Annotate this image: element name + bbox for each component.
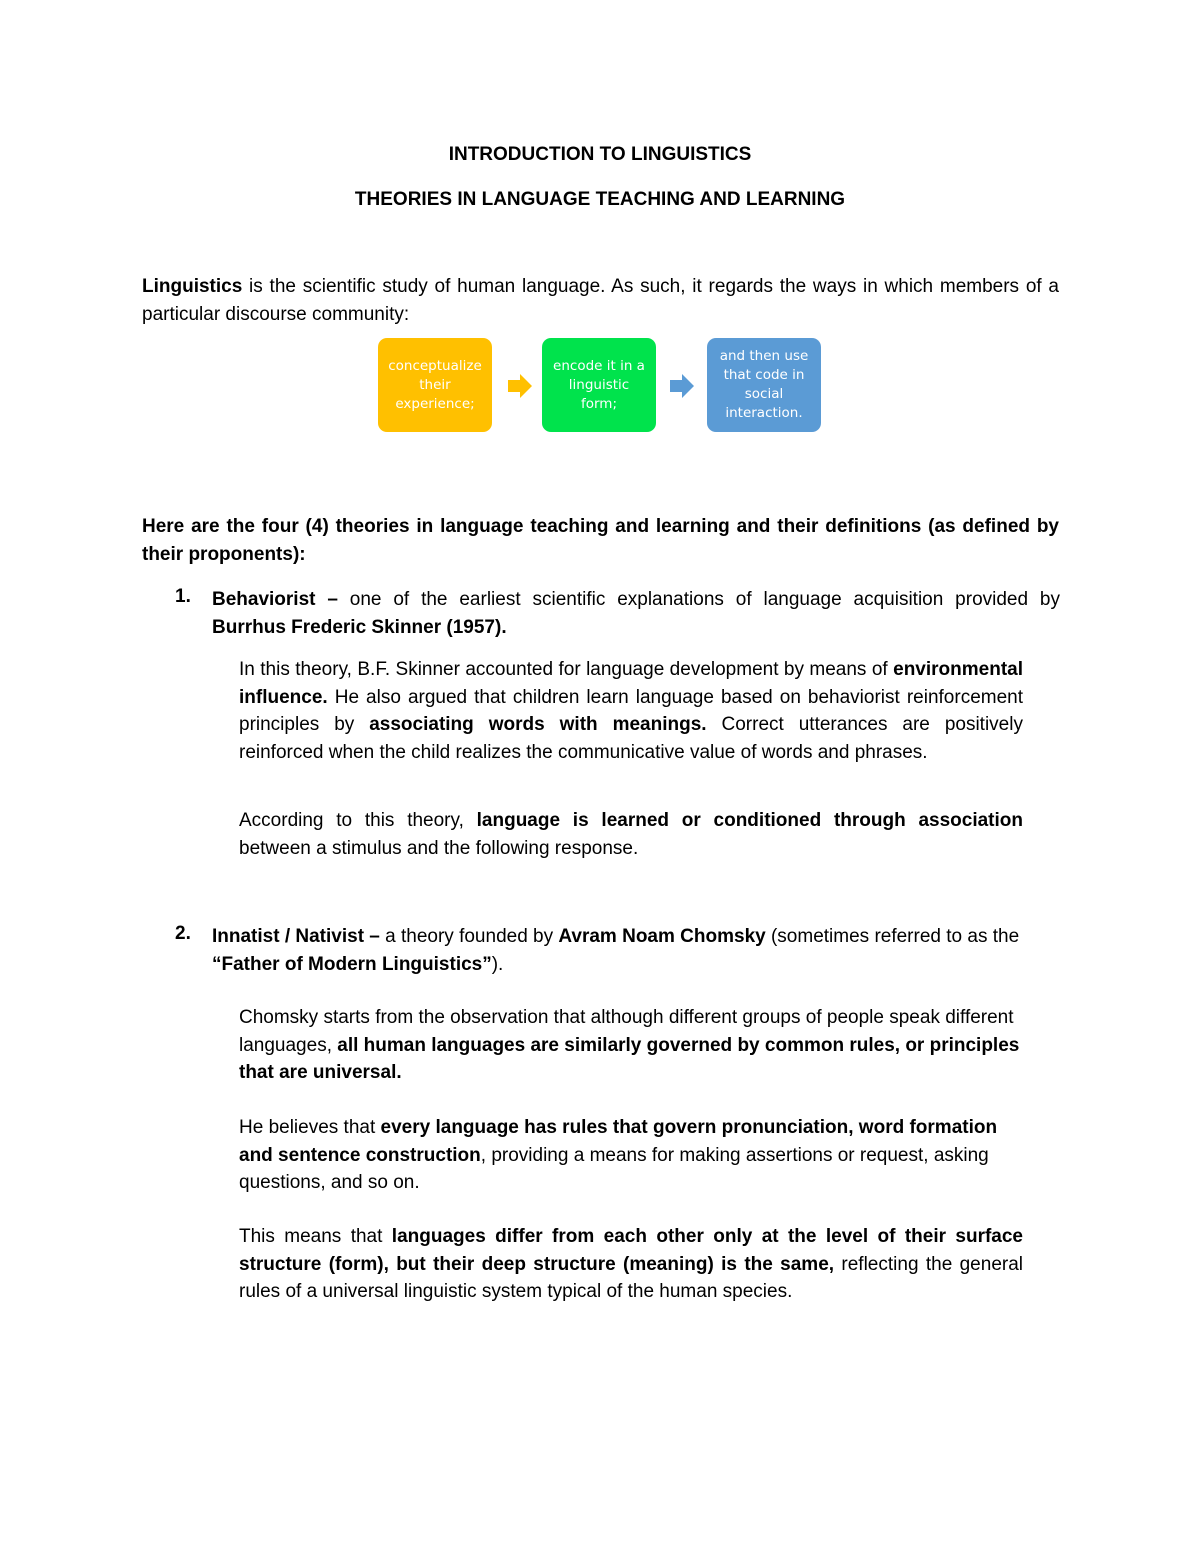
theory1-paragraph-1 [239,656,1023,766]
step-use-code-text: and then use that code in social interaction. [719,348,809,421]
step-use-code [707,338,821,432]
text-run: Correct utterances are positively reinforced when the child realizes the communicative value of words and phrases. [239,714,1023,763]
process-diagram [378,338,823,434]
arrow-right-icon [668,372,696,400]
theory2-paragraph-2 [239,1114,1029,1197]
intro-text: is the scientific study of human language. As such, it regards the ways in which members of a particular discourse community: [142,276,1059,325]
text-run: (sometimes referred to as the [765,926,1020,947]
theory2-number: 2. [175,923,191,944]
text-run: In this theory, B.F. Skinner accounted for language development by means of [239,659,894,680]
theory2-paragraph-3 [239,1223,1023,1306]
text-run: ). [491,953,504,975]
theory2-name: Innatist / Nativist – [212,926,380,947]
text-run: He also argued that children learn language based on behaviorist reinforcement principles by [239,686,1023,735]
document-subtitle: THEORIES IN LANGUAGE TEACHING AND LEARNING [354,189,846,210]
theory1-definition [212,586,1060,641]
theories-intro: Here are the four (4) theories in language teaching and learning and their definitions (as defined by their proponents): [142,516,1059,565]
document-title: INTRODUCTION TO LINGUISTICS [448,144,752,165]
text-run: reflecting the general rules of a universal linguistic system typical of the human species. [239,1253,1023,1302]
text-run: He believes that [239,1117,381,1138]
text-run: between a stimulus and the following response. [239,837,639,859]
theory2-proponent: Avram Noam Chomsky [558,926,766,947]
intro-term: Linguistics [142,276,243,297]
text-run: According to this theory, [239,810,477,831]
text-run-bold: associating words with meanings. [369,714,707,735]
theory1-paragraph-2 [239,807,1023,862]
arrow-right-icon [506,372,534,400]
step-conceptualize [378,338,492,432]
text-run-bold: all human languages are similarly governed by common rules, or principles that are universal. [239,1034,1020,1083]
theory1-desc: one of the earliest scientific explanations of language acquisition provided by [337,589,1060,610]
theory2-paragraph-1 [239,1004,1029,1087]
step-encode-text: encode it in a linguistic form; [553,357,645,412]
text-run: This means that [239,1226,392,1247]
theory2-desc: a theory founded by [379,926,559,947]
step-conceptualize-text: conceptualize their experience; [388,357,482,412]
theory1-proponent: Burrhus Frederic Skinner (1957). [212,616,507,638]
theory2-epithet: “Father of Modern Linguistics” [212,953,492,975]
theory2-definition [212,923,1062,978]
text-run-bold: environmental influence. [239,659,1023,708]
theory1-name: Behaviorist – [212,589,338,610]
text-run-bold: language is learned or conditioned through association [476,810,1023,831]
text-run: Chomsky starts from the observation that although different groups of people speak different languages, [239,1007,1014,1056]
text-run-bold: every language has rules that govern pronunciation, word formation and sentence construction [239,1117,998,1166]
theory1-number: 1. [175,586,191,607]
text-run: , providing a means for making assertions or request, asking questions, and so on. [239,1144,989,1193]
step-encode [542,338,656,432]
intro-paragraph [142,273,1059,328]
text-run-bold: languages differ from each other only at the level of their surface structure (form), but their deep structure (meaning) is the same, [239,1226,1024,1275]
